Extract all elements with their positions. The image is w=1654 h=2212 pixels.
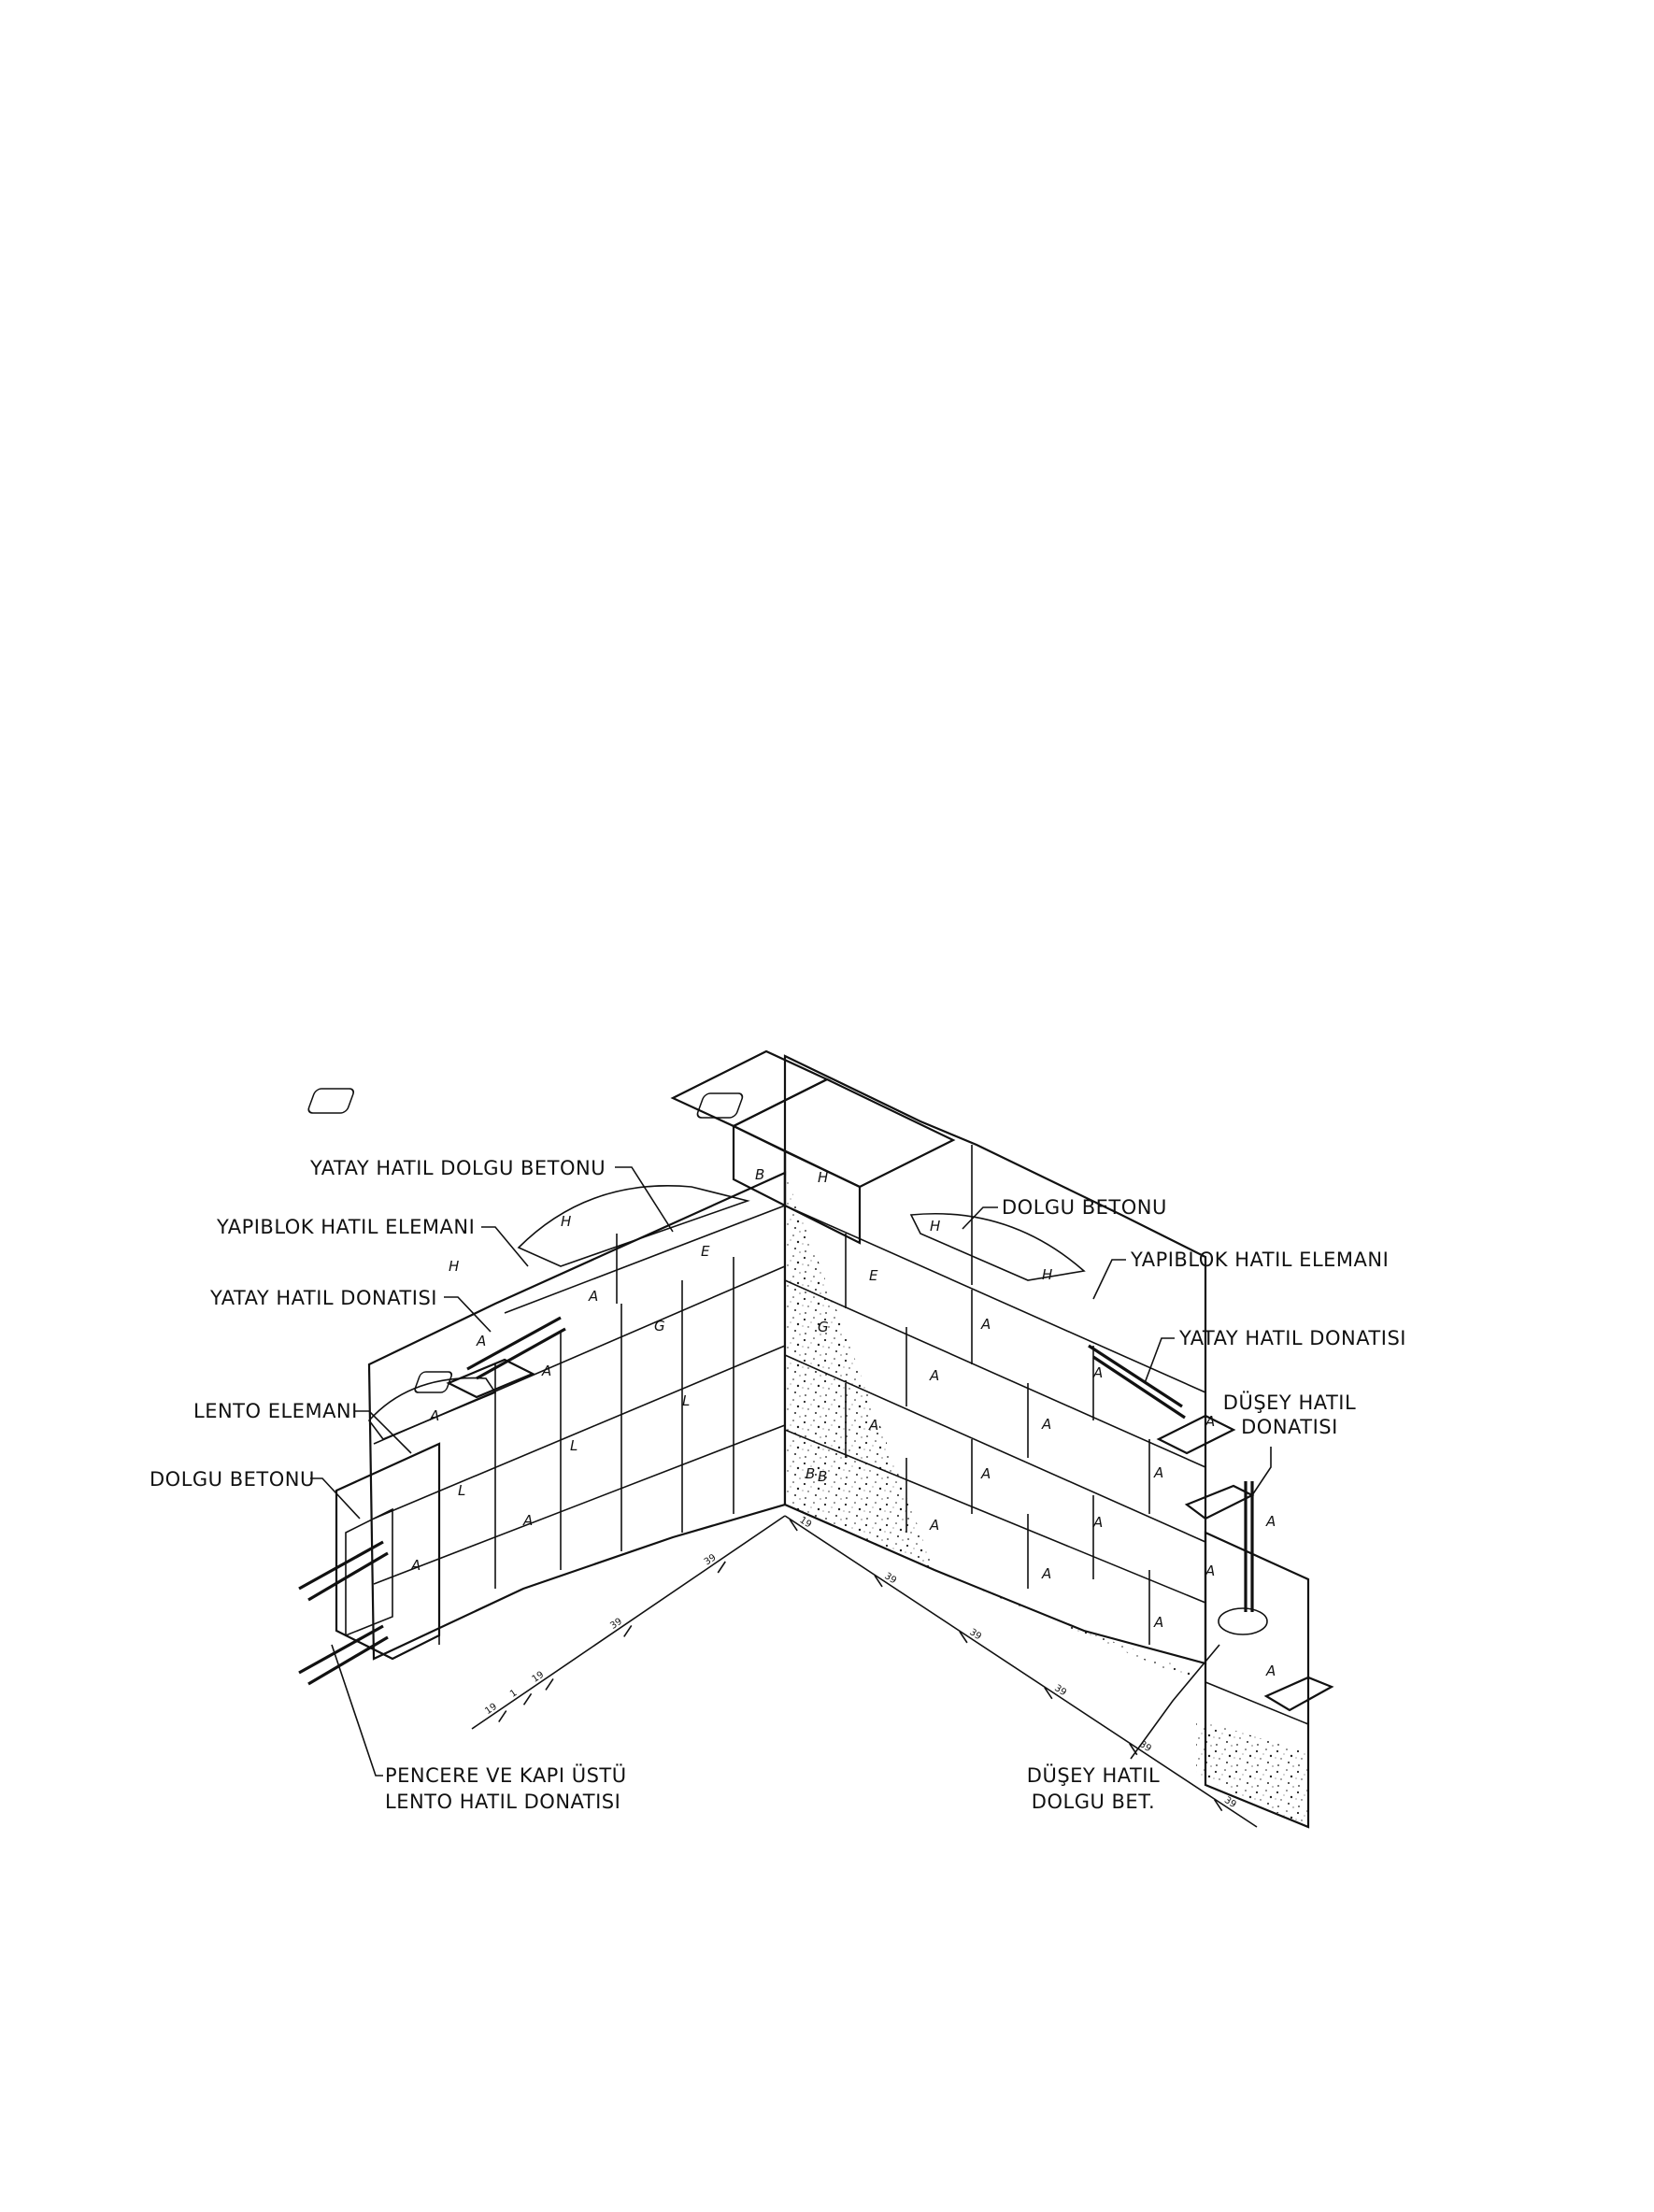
label-dusey-hatil-dolgu-line2: DOLGU BET. — [1031, 1791, 1156, 1813]
block-letter: A — [1093, 1364, 1104, 1381]
dimension-value: 39 — [1137, 1739, 1153, 1755]
corner-top-letter: B — [755, 1166, 765, 1183]
block-letter: B — [818, 1468, 828, 1485]
block-letter: H — [818, 1169, 829, 1186]
label-dolgu-betonu-right: DOLGU BETONU — [1002, 1196, 1167, 1219]
corner-cell-2 — [696, 1093, 744, 1118]
block-letter: A — [1205, 1413, 1216, 1430]
block-letter: E — [869, 1267, 878, 1284]
label-yatay-hatil-donatisi-right: YATAY HATIL DONATISI — [1179, 1327, 1406, 1349]
block-letter: H — [930, 1218, 941, 1234]
corner-cell-1 — [307, 1089, 355, 1113]
block-letter: A — [930, 1367, 940, 1384]
label-dusey-hatil-donatisi-line2: DONATISI — [1241, 1416, 1338, 1438]
label-yatay-hatil-donatisi-left: YATAY HATIL DONATISI — [210, 1287, 437, 1309]
dimension-value: 19 — [483, 1701, 499, 1718]
callout-labels — [150, 1157, 1406, 1813]
block-letter: H — [449, 1258, 460, 1275]
block-letter: A — [1154, 1464, 1164, 1481]
dimension-tick — [499, 1711, 506, 1722]
block-letter: A — [542, 1363, 552, 1379]
corner-block-right-top — [734, 1079, 953, 1187]
block-letter: A — [523, 1512, 534, 1529]
block-letter: A — [1266, 1663, 1276, 1679]
dimension-tick — [546, 1678, 553, 1690]
block-letter: A — [1266, 1513, 1276, 1530]
block-letter: H — [1042, 1266, 1053, 1283]
label-dusey-hatil-donatisi-line1: DÜŞEY HATIL — [1222, 1391, 1357, 1414]
label-yapiblok-hatil-elemani-left: YAPIBLOK HATIL ELEMANI — [217, 1216, 476, 1238]
block-letter: A — [981, 1465, 991, 1482]
dimension-tick — [624, 1625, 632, 1636]
block-letter: A — [1042, 1416, 1052, 1433]
block-letter: L — [682, 1392, 691, 1409]
dimension-value: 19 — [530, 1669, 547, 1685]
block-letter: E — [701, 1243, 710, 1260]
dimension-value: 1 — [508, 1688, 520, 1700]
dimension-value: 39 — [1052, 1683, 1068, 1699]
label-yapiblok-hatil-elemani-right: YAPIBLOK HATIL ELEMANI — [1131, 1249, 1390, 1271]
label-dolgu-betonu-left: DOLGU BETONU — [150, 1468, 315, 1491]
block-letter: A — [477, 1333, 487, 1349]
dimension-value: 39 — [967, 1627, 983, 1643]
dimension-tick — [524, 1693, 532, 1705]
label-dusey-hatil-dolgu-line1: DÜŞEY HATIL — [1026, 1764, 1161, 1787]
block-letter: A — [411, 1557, 421, 1574]
right-wall-block-letters — [818, 1169, 1276, 1679]
dimension-tick — [718, 1562, 725, 1573]
block-letter: L — [570, 1437, 578, 1454]
dimension-value: 39 — [1222, 1794, 1238, 1811]
block-letter: H — [561, 1213, 572, 1230]
lintel-end-block — [336, 1444, 439, 1659]
left-bond-beam-infill — [519, 1186, 748, 1266]
block-letter: A — [930, 1517, 940, 1534]
block-letter: A — [589, 1288, 599, 1305]
block-letter: A — [869, 1417, 879, 1434]
dimension-value: 39 — [702, 1552, 719, 1568]
block-letter: A — [1042, 1565, 1052, 1582]
dimension-value: 39 — [882, 1571, 899, 1587]
corner-block-top-face — [673, 1051, 827, 1126]
label-yatay-hatil-dolgu-betonu: YATAY HATIL DOLGU BETONU — [310, 1157, 606, 1179]
label-lento-elemani: LENTO ELEMANI — [193, 1400, 358, 1422]
block-letter: A — [1154, 1614, 1164, 1631]
block-letter: G — [818, 1319, 829, 1335]
block-letter: A — [430, 1407, 440, 1424]
left-wall-courses — [374, 1206, 785, 1645]
block-letter: A — [981, 1316, 991, 1333]
right-dimensions — [790, 1515, 1238, 1810]
block-letter: G — [654, 1318, 665, 1334]
label-pencere-line2: LENTO HATIL DONATISI — [385, 1791, 621, 1813]
dimension-value: 39 — [608, 1616, 624, 1632]
label-pencere-line1: PENCERE VE KAPI ÜSTÜ — [385, 1764, 627, 1787]
block-letter: A — [1093, 1514, 1104, 1531]
block-letter: A — [1205, 1563, 1216, 1579]
dimension-value: 19 — [797, 1515, 814, 1531]
corner-bottom-letter: B — [806, 1465, 816, 1482]
block-letter: L — [458, 1482, 466, 1499]
